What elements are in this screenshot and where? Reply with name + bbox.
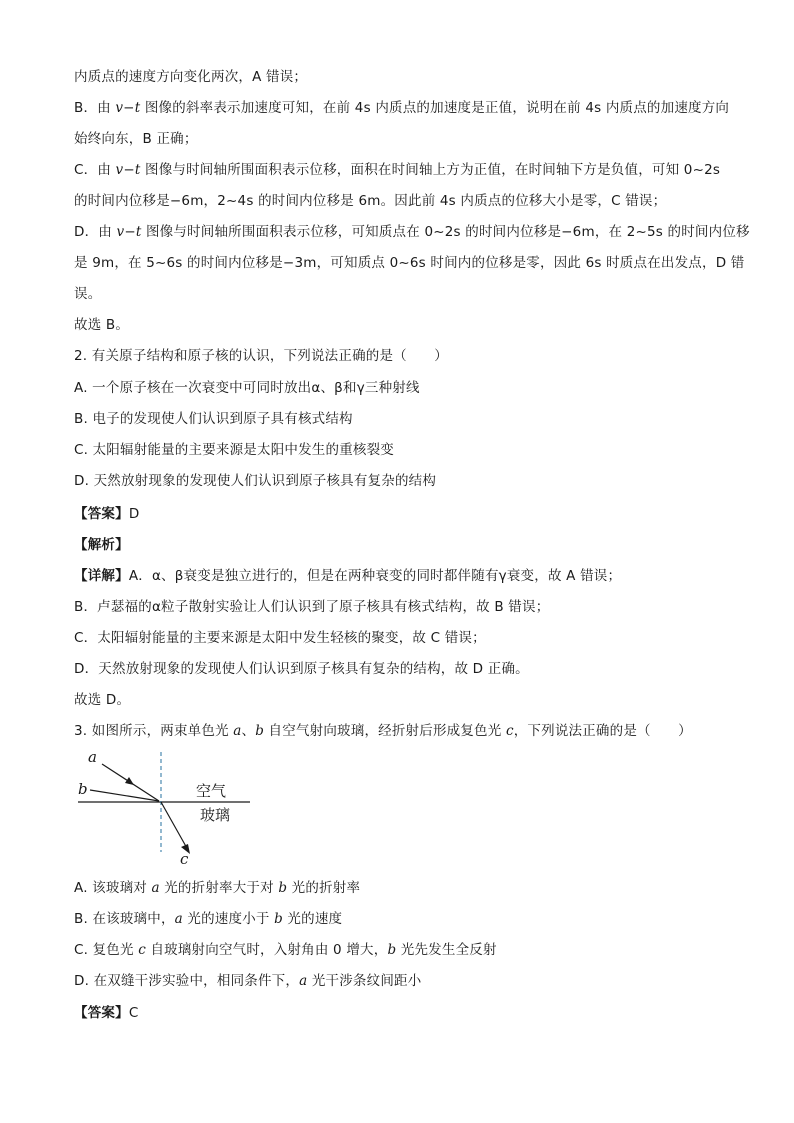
text: 内质点的速度方向变化两次，A 错误； — [74, 69, 308, 85]
ray-b — [90, 790, 159, 801]
text: 始终向东，B 正确； — [74, 131, 198, 147]
label-glass: 玻璃 — [200, 806, 231, 824]
q3-option-d — [74, 972, 724, 990]
q2-analysis — [74, 536, 724, 554]
q2-answer — [74, 505, 724, 523]
vt-symbol: v−t — [115, 162, 141, 178]
text: C. 复色光 — [74, 942, 139, 958]
text: 误。 — [74, 286, 102, 302]
text: 故选 D。 — [74, 692, 131, 708]
q2-detail-a — [74, 567, 724, 585]
symbol-c: c — [505, 723, 514, 739]
text: C．由 — [74, 162, 116, 178]
text: 2. 有关原子结构和原子核的认识，下列说法正确的是（ ） — [74, 348, 448, 364]
text: B．由 — [74, 100, 116, 116]
q3-option-b — [74, 910, 724, 928]
answer-tag: 【答案】 — [74, 506, 129, 522]
option-d-line-1 — [74, 223, 750, 241]
text: 图像与时间轴所围面积表示位移，面积在时间轴上方为正值，在时间轴下方是负值，可知 0~2s — [140, 162, 721, 178]
option-b-line-1 — [74, 99, 730, 117]
label-air: 空气 — [196, 782, 227, 800]
ray-c — [161, 802, 188, 850]
symbol-a: a — [233, 723, 242, 739]
vt-symbol: v−t — [115, 100, 141, 116]
q2-option-b — [74, 410, 724, 428]
text: ，下列说法正确的是（ ） — [513, 723, 692, 739]
text: 自空气射向玻璃，经折射后形成复色光 — [264, 723, 506, 739]
refraction-diagram — [74, 748, 254, 866]
answer-tag: 【答案】 — [74, 1005, 129, 1021]
text: D. 在双缝干涉实验中，相同条件下， — [74, 973, 300, 989]
option-d-line-2 — [74, 254, 745, 272]
text-line — [74, 68, 724, 86]
text: C. 太阳辐射能量的主要来源是太阳中发生的重核裂变 — [74, 442, 395, 458]
symbol-a: a — [299, 973, 308, 989]
text: 图像与时间轴所围面积表示位移，可知质点在 0~2s 的时间内位移是−6m，在 2~5s 的时间内位移 — [141, 224, 750, 240]
text: 3. 如图所示，两束单色光 — [74, 723, 234, 739]
text: B．卢瑟福的α粒子散射实验让人们认识到了原子核具有核式结构，故 B 错误； — [74, 599, 550, 615]
q2-stem — [74, 347, 724, 365]
text: D．由 — [74, 224, 117, 240]
text: 光的折射率 — [287, 880, 361, 896]
q2-option-a — [74, 379, 724, 397]
text: B. 电子的发现使人们认识到原子具有核式结构 — [74, 411, 353, 427]
text: 的时间内位移是−6m，2~4s 的时间内位移是 6m。因此前 4s 内质点的位移大小是零，C 错误； — [74, 193, 667, 209]
detail-tag: 【详解】 — [74, 568, 129, 584]
text: 光先发生全反射 — [396, 942, 497, 958]
text: C．太阳辐射能量的主要来源是太阳中发生轻核的聚变，故 C 错误； — [74, 630, 486, 646]
text: A. 该玻璃对 — [74, 880, 152, 896]
option-d-line-3 — [74, 285, 724, 303]
text: D．天然放射现象的发现使人们认识到原子核具有复杂的结构，故 D 正确。 — [74, 661, 529, 677]
refraction-figure — [74, 748, 254, 866]
text: A. 一个原子核在一次衰变中可同时放出α、β和γ三种射线 — [74, 380, 420, 396]
q3-answer — [74, 1004, 724, 1022]
label-a: a — [88, 748, 97, 766]
text: 图像的斜率表示加速度可知，在前 4s 内质点的加速度是正值，说明在前 4s 内质点的加速度方向 — [140, 100, 730, 116]
text: 是 9m，在 5~6s 的时间内位移是−3m，可知质点 0~6s 时间内的位移是零，因此 6s 时质点在出发点，D 错 — [74, 255, 745, 271]
q2-detail-c — [74, 629, 724, 647]
text: 、 — [241, 723, 256, 739]
text: 光干涉条纹间距小 — [307, 973, 422, 989]
answer-value: C — [128, 1005, 139, 1021]
answer-value: D — [128, 506, 140, 522]
choose-line — [74, 316, 724, 334]
label-b: b — [78, 780, 88, 798]
text: B. 在该玻璃中， — [74, 911, 175, 927]
arrow-a-icon — [125, 777, 134, 785]
analysis-tag: 【解析】 — [74, 537, 129, 553]
text: 自玻璃射向空气时，入射角由 0 增大， — [145, 942, 388, 958]
text: D. 天然放射现象的发现使人们认识到原子核具有复杂的结构 — [74, 473, 437, 489]
q2-option-d — [74, 472, 724, 490]
q2-choose — [74, 691, 724, 709]
q2-detail-d — [74, 660, 724, 678]
symbol-b: b — [387, 942, 397, 958]
q2-option-c — [74, 441, 724, 459]
option-c-line-1 — [74, 161, 724, 179]
text: A．α、β衰变是独立进行的，但是在两种衰变的同时都伴随有γ衰变，故 A 错误； — [128, 568, 622, 584]
q3-option-c — [74, 941, 724, 959]
symbol-a: a — [151, 880, 160, 896]
vt-symbol: v−t — [116, 224, 142, 240]
q3-option-a — [74, 879, 724, 897]
text: 光的速度 — [282, 911, 343, 927]
symbol-c: c — [138, 942, 146, 958]
symbol-b: b — [278, 880, 288, 896]
option-b-line-2 — [74, 130, 724, 148]
symbol-a: a — [174, 911, 183, 927]
text: 光的折射率大于对 — [159, 880, 279, 896]
symbol-b: b — [274, 911, 283, 927]
option-c-line-2 — [74, 192, 724, 210]
q3-stem — [74, 722, 724, 740]
symbol-b: b — [255, 723, 265, 739]
text: 故选 B。 — [74, 317, 130, 333]
label-c: c — [180, 850, 189, 866]
text: 光的速度小于 — [182, 911, 275, 927]
q2-detail-b — [74, 598, 724, 616]
